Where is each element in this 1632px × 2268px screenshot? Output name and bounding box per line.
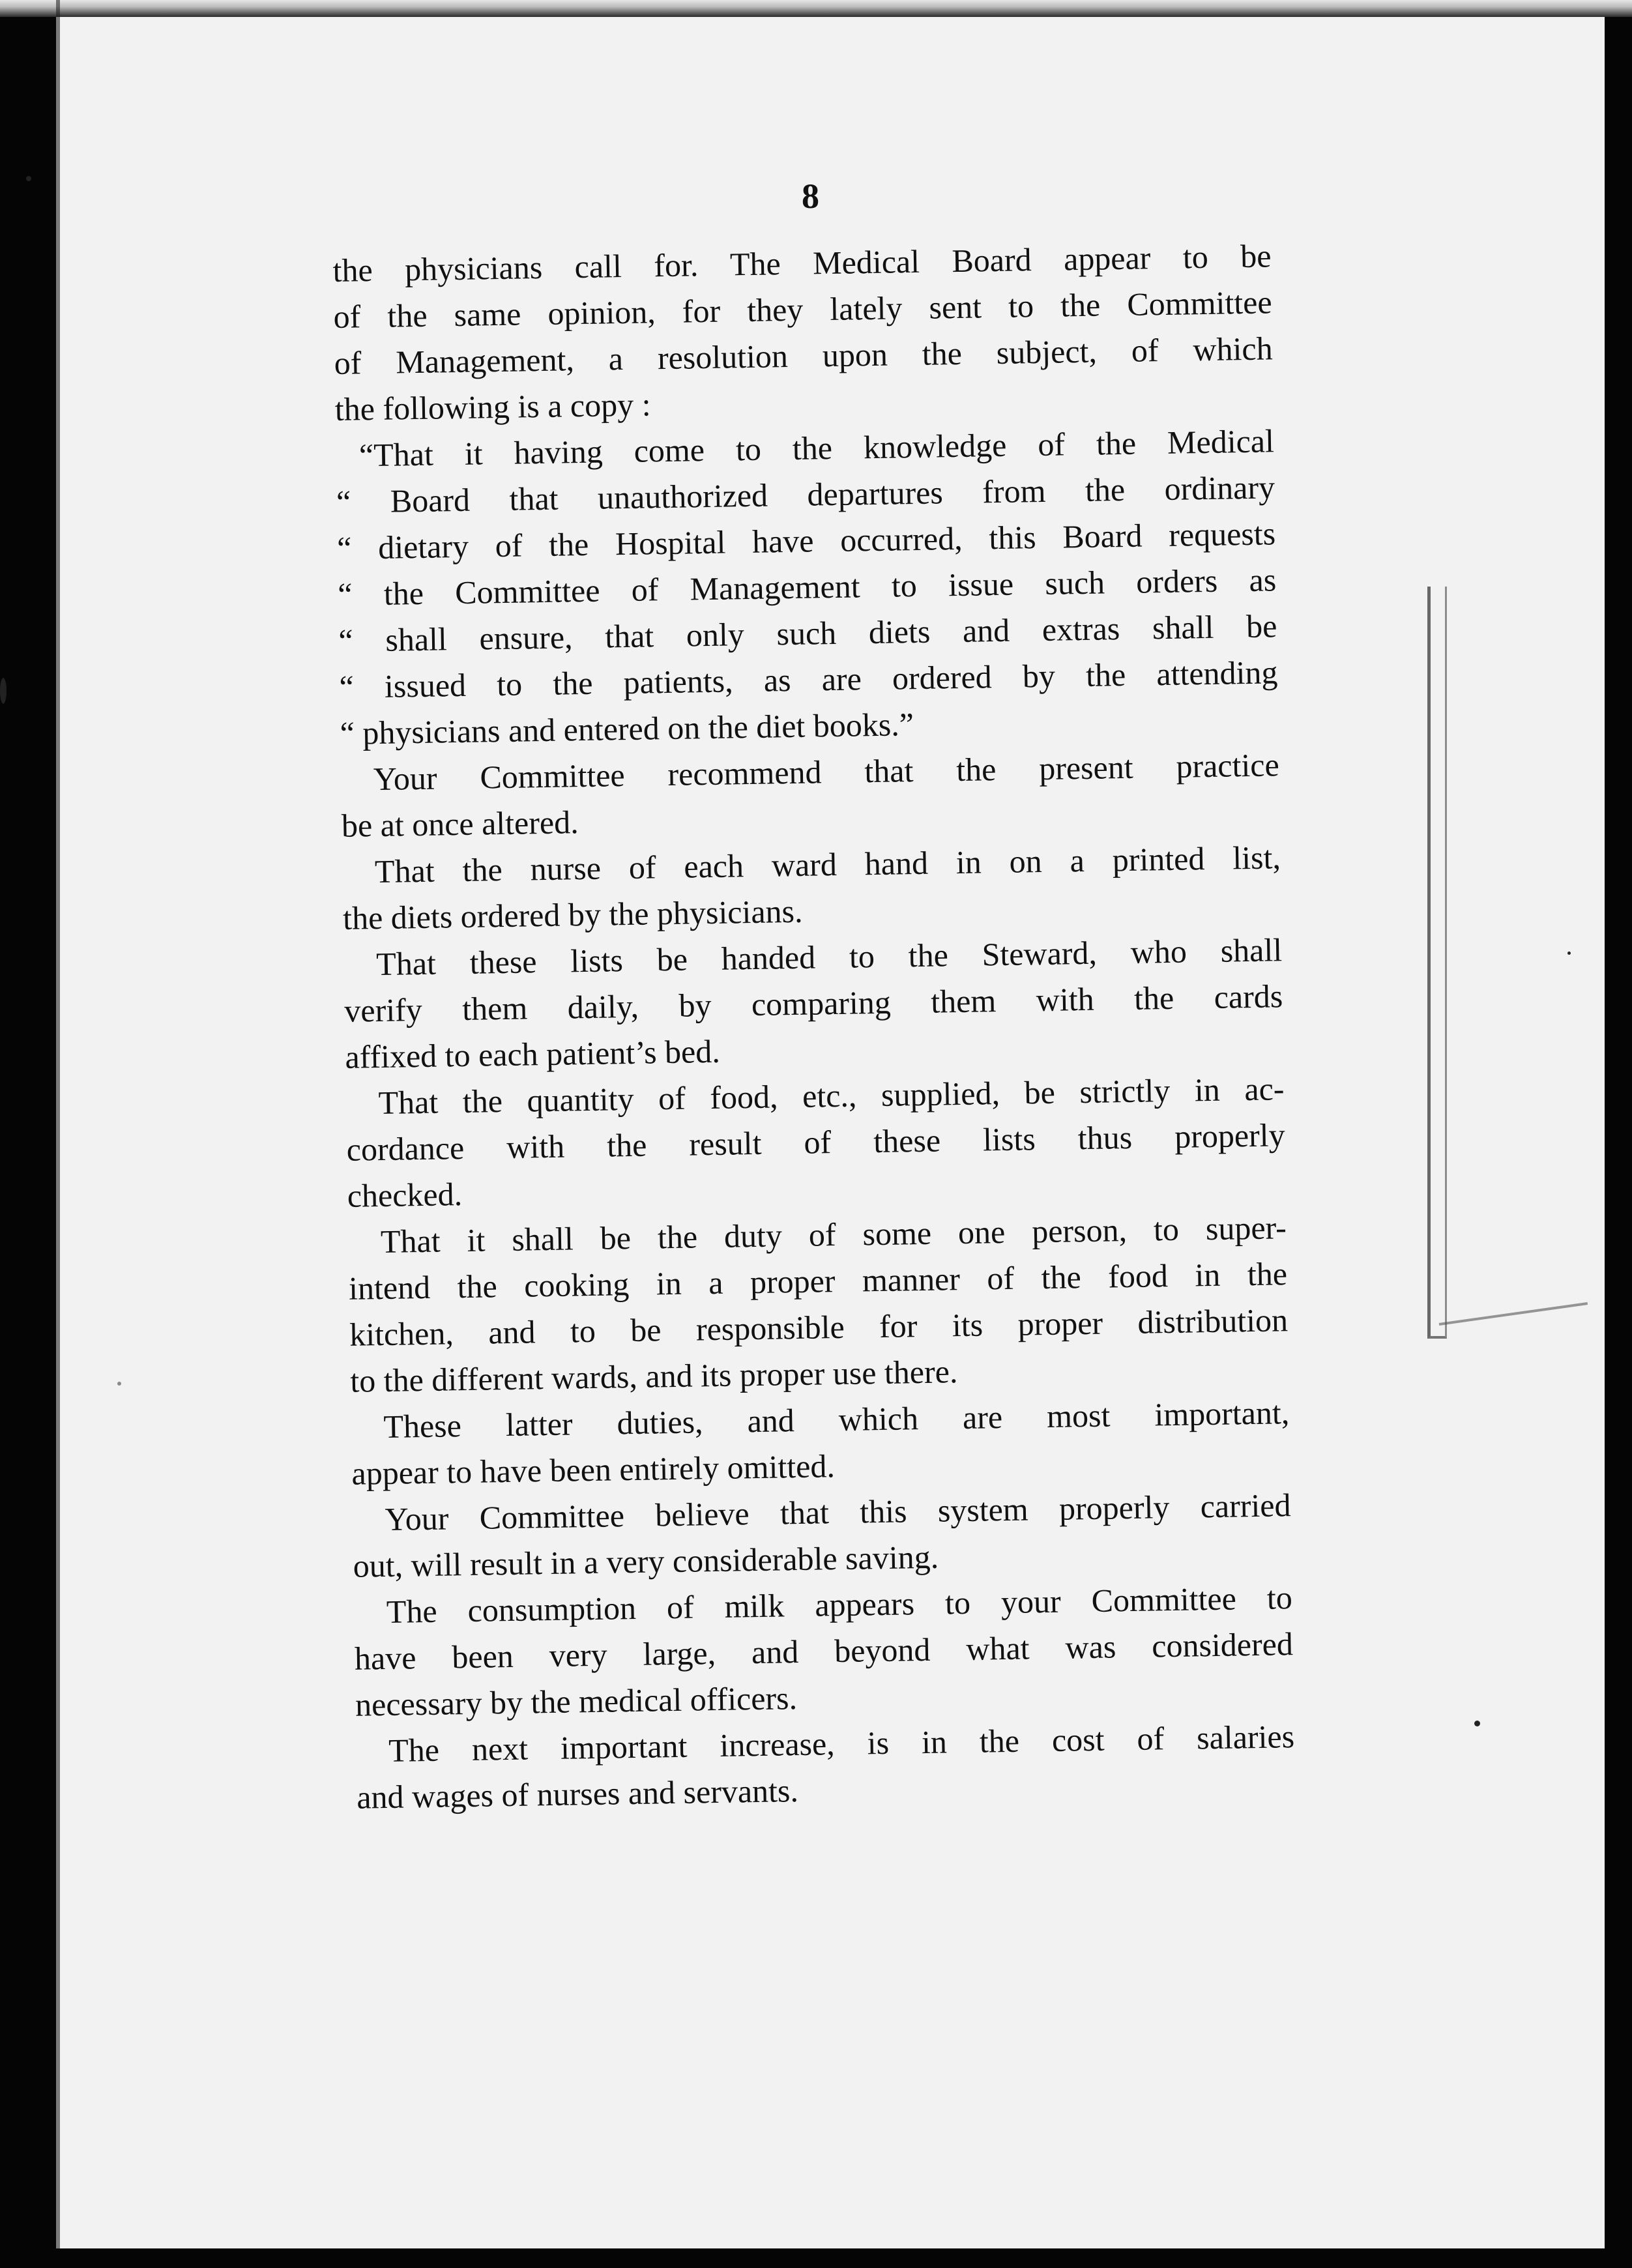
- text-line: the physicians call for. The Medical Board appear to be: [332, 237, 1272, 289]
- page-number: 8: [802, 177, 819, 216]
- body-text: [332, 233, 1296, 1820]
- text-line: checked.: [347, 1176, 463, 1214]
- text-line: Your Committee recommend that the present practice: [373, 746, 1280, 798]
- text-line: That the nurse of each ward hand in on a printed list,: [374, 839, 1281, 890]
- text-line: of the same opinion, for they lately sent to the Committee: [333, 284, 1272, 335]
- text-line: have been very large, and beyond what was considered: [354, 1625, 1294, 1677]
- text-line: Your Committee believe that this system properly carried: [385, 1487, 1291, 1537]
- text-line: “ dietary of the Hospital have occurred, this Board requests: [336, 515, 1276, 566]
- text-line: “ issued to the patients, as are ordered by the attending: [339, 654, 1278, 705]
- scan-speck: [117, 1382, 121, 1386]
- scan-speck: [1567, 952, 1571, 955]
- text-line: The next important increase, is in the cost of salaries: [388, 1718, 1295, 1769]
- text-line: kitchen, and to be responsible for its proper distribution: [349, 1301, 1289, 1353]
- text-line: appear to have been entirely omitted.: [351, 1447, 836, 1492]
- text-line: “ the Committee of Management to issue such orders as: [337, 561, 1277, 613]
- text-line: The consumption of milk appears to your Committee to: [386, 1579, 1293, 1630]
- text-line: the following is a copy :: [334, 386, 651, 428]
- text-line: “ shall ensure, that only such diets and extras shall be: [338, 607, 1277, 659]
- text-line: “That it having come to the knowledge of the Medical: [358, 422, 1275, 474]
- text-line: That the quantity of food, etc., supplied, be strictly in ac-: [378, 1070, 1285, 1122]
- text-line: That it shall be the duty of some one person, to super-: [380, 1209, 1287, 1260]
- text-line: That these lists be handed to the Steward, who shall: [375, 931, 1283, 983]
- scan-speck: [0, 678, 7, 704]
- scan-binding-edge: [56, 0, 60, 2248]
- margin-bracket-mark: [1427, 587, 1447, 1339]
- text-line: necessary by the medical officers.: [355, 1679, 798, 1723]
- text-line: “ Board that unauthorized departures from the ordinary: [336, 469, 1275, 520]
- text-line: These latter duties, and which are most important,: [383, 1394, 1290, 1445]
- text-line: to the different wards, and its proper use there.: [349, 1353, 958, 1399]
- text-line: be at once altered.: [341, 804, 579, 844]
- scan-speck: [1474, 1721, 1480, 1726]
- text-line: of Management, a resolution upon the subject, of which: [334, 330, 1274, 381]
- text-line: the diets ordered by the physicians.: [342, 892, 803, 937]
- text-line: “ physicians and entered on the diet books.”: [340, 706, 914, 751]
- text-line: and wages of nurses and servants.: [356, 1772, 799, 1816]
- text-line: verify them daily, by comparing them with the cards: [343, 978, 1283, 1029]
- scan-speck: [26, 176, 31, 181]
- text-line: out, will result in a very considerable saving.: [353, 1538, 939, 1584]
- scan-top-edge: [0, 0, 1632, 17]
- text-line: affixed to each patient’s bed.: [345, 1032, 721, 1075]
- text-line: intend the cooking in a proper manner of the food in the: [348, 1255, 1288, 1307]
- text-line: cordance with the result of these lists thus properly: [346, 1116, 1286, 1168]
